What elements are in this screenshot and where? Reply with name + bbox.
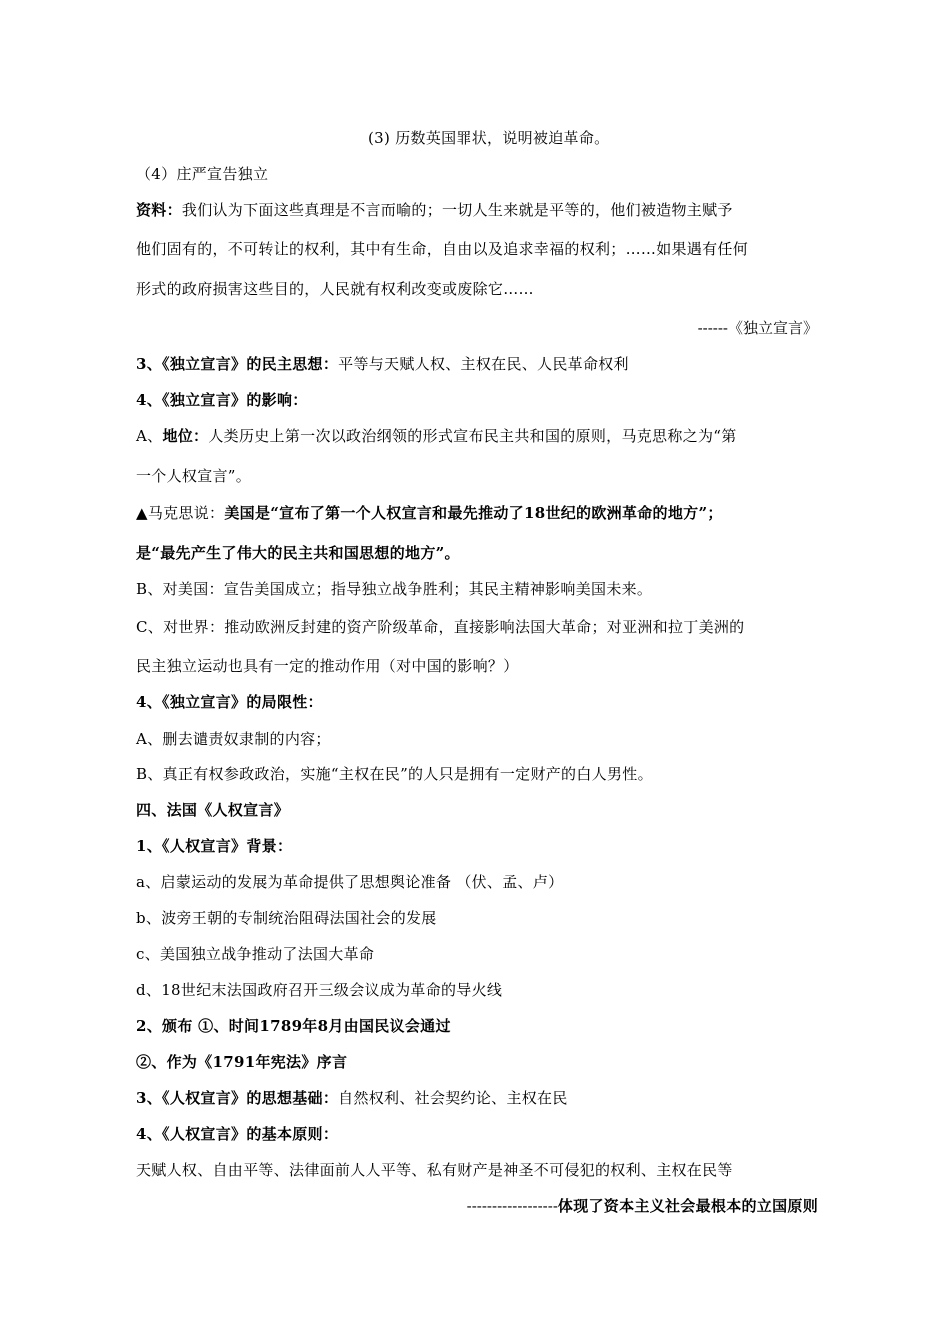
line-text: 他们固有的，不可转让的权利，其中有生命，自由以及追求幸福的权利；……如果遇有任何 <box>136 240 749 258</box>
line-text: B、对美国：宣告美国成立；指导独立战争胜利；其民主精神影响美国未来。 <box>136 580 653 598</box>
text-line <box>136 656 826 676</box>
heading-text: 4、《独立宣言》的局限性： <box>136 693 323 711</box>
dash-separator: ------------------ <box>466 1197 558 1215</box>
heading-text: 3、《人权宣言》的思想基础： <box>136 1089 339 1107</box>
line-text: ▲马克思说： <box>136 504 225 522</box>
text-line <box>136 543 826 563</box>
text-line <box>136 1088 826 1108</box>
text-line <box>136 426 826 446</box>
section-heading <box>136 800 826 820</box>
line-text: 人类历史上第一次以政治纲领的形式宣布民主共和国的原则，马克思称之为“第 <box>208 427 737 445</box>
heading-text: 3、《独立宣言》的民主思想： <box>136 355 339 373</box>
line-text: d、18世纪末法国政府召开三级会议成为革命的导火线 <box>136 981 503 999</box>
line-text: a、启蒙运动的发展为革命提供了思想舆论准备 （伏、孟、卢） <box>136 873 564 891</box>
line-text: A、 <box>136 427 163 445</box>
heading-text: 4、《人权宣言》的基本原则： <box>136 1125 339 1143</box>
heading-line <box>136 1016 826 1036</box>
heading-text: ②、作为《1791年宪法》序言 <box>136 1053 348 1071</box>
citation-line <box>128 318 818 338</box>
line-text: b、波旁王朝的专制统治阻碍法国社会的发展 <box>136 909 437 927</box>
text-line <box>136 466 826 486</box>
heading-line <box>136 390 826 410</box>
text-line <box>136 908 826 928</box>
line-text: 形式的政府损害这些目的，人民就有权利改变或废除它…… <box>136 280 534 298</box>
line-text: （4）庄严宣告独立 <box>136 165 269 183</box>
heading-text: 1、《人权宣言》背景： <box>136 837 293 855</box>
label-text: 地位： <box>162 427 209 445</box>
line-text: B、真正有权参政政治，实施“主权在民”的人只是拥有一定财产的白人男性。 <box>136 765 653 783</box>
citation-text: ------《独立宣言》 <box>697 319 818 337</box>
text-line <box>136 239 826 259</box>
text-line <box>136 354 826 374</box>
text-line <box>136 944 826 964</box>
conclusion-line <box>128 1196 818 1216</box>
line-text: 我们认为下面这些真理是不言而喻的；一切人生来就是平等的，他们被造物主赋予 <box>181 201 733 219</box>
heading-line <box>136 1124 826 1144</box>
text-line <box>136 200 826 220</box>
text-line <box>136 764 826 784</box>
line-text: 自然权利、社会契约论、主权在民 <box>338 1089 568 1107</box>
heading-line <box>136 1052 826 1072</box>
line-text: (3) 历数英国罪状，说明被迫革命。 <box>368 129 610 147</box>
quote-text: 美国是“宣布了第一个人权宣言和最先推动了18世纪的欧洲革命的地方”； <box>224 504 723 522</box>
line-text: A、删去谴责奴隶制的内容； <box>136 730 331 748</box>
line-text: 天赋人权、自由平等、法律面前人人平等、私有财产是神圣不可侵犯的权利、主权在民等 <box>136 1161 733 1179</box>
heading-line <box>136 692 826 712</box>
line-text: 平等与天赋人权、主权在民、人民革命权利 <box>338 355 629 373</box>
text-line <box>136 617 826 637</box>
text-line <box>368 128 950 148</box>
line-text: c、美国独立战争推动了法国大革命 <box>136 945 375 963</box>
heading-text: 2、颁布 ①、时间1789年8月由国民议会通过 <box>136 1017 451 1035</box>
quote-text: 是“最先产生了伟大的民主共和国思想的地方”。 <box>136 544 460 562</box>
text-line <box>136 1160 826 1180</box>
heading-text: 4、《独立宣言》的影响： <box>136 391 308 409</box>
line-text: 民主独立运动也具有一定的推动作用（对中国的影响？） <box>136 657 519 675</box>
label-text: 资料： <box>136 201 182 219</box>
text-line <box>136 503 826 523</box>
heading-text: 四、法国《人权宣言》 <box>136 801 290 819</box>
conclusion-text: 体现了资本主义社会最根本的立国原则 <box>557 1197 818 1215</box>
line-text: C、对世界：推动欧洲反封建的资产阶级革命，直接影响法国大革命；对亚洲和拉丁美洲的 <box>136 618 745 636</box>
text-line <box>136 729 826 749</box>
text-line <box>136 872 826 892</box>
text-line <box>136 164 826 184</box>
text-line <box>136 579 826 599</box>
line-text: 一个人权宣言”。 <box>136 467 252 485</box>
text-line <box>136 980 826 1000</box>
text-line <box>136 279 826 299</box>
heading-line <box>136 836 826 856</box>
